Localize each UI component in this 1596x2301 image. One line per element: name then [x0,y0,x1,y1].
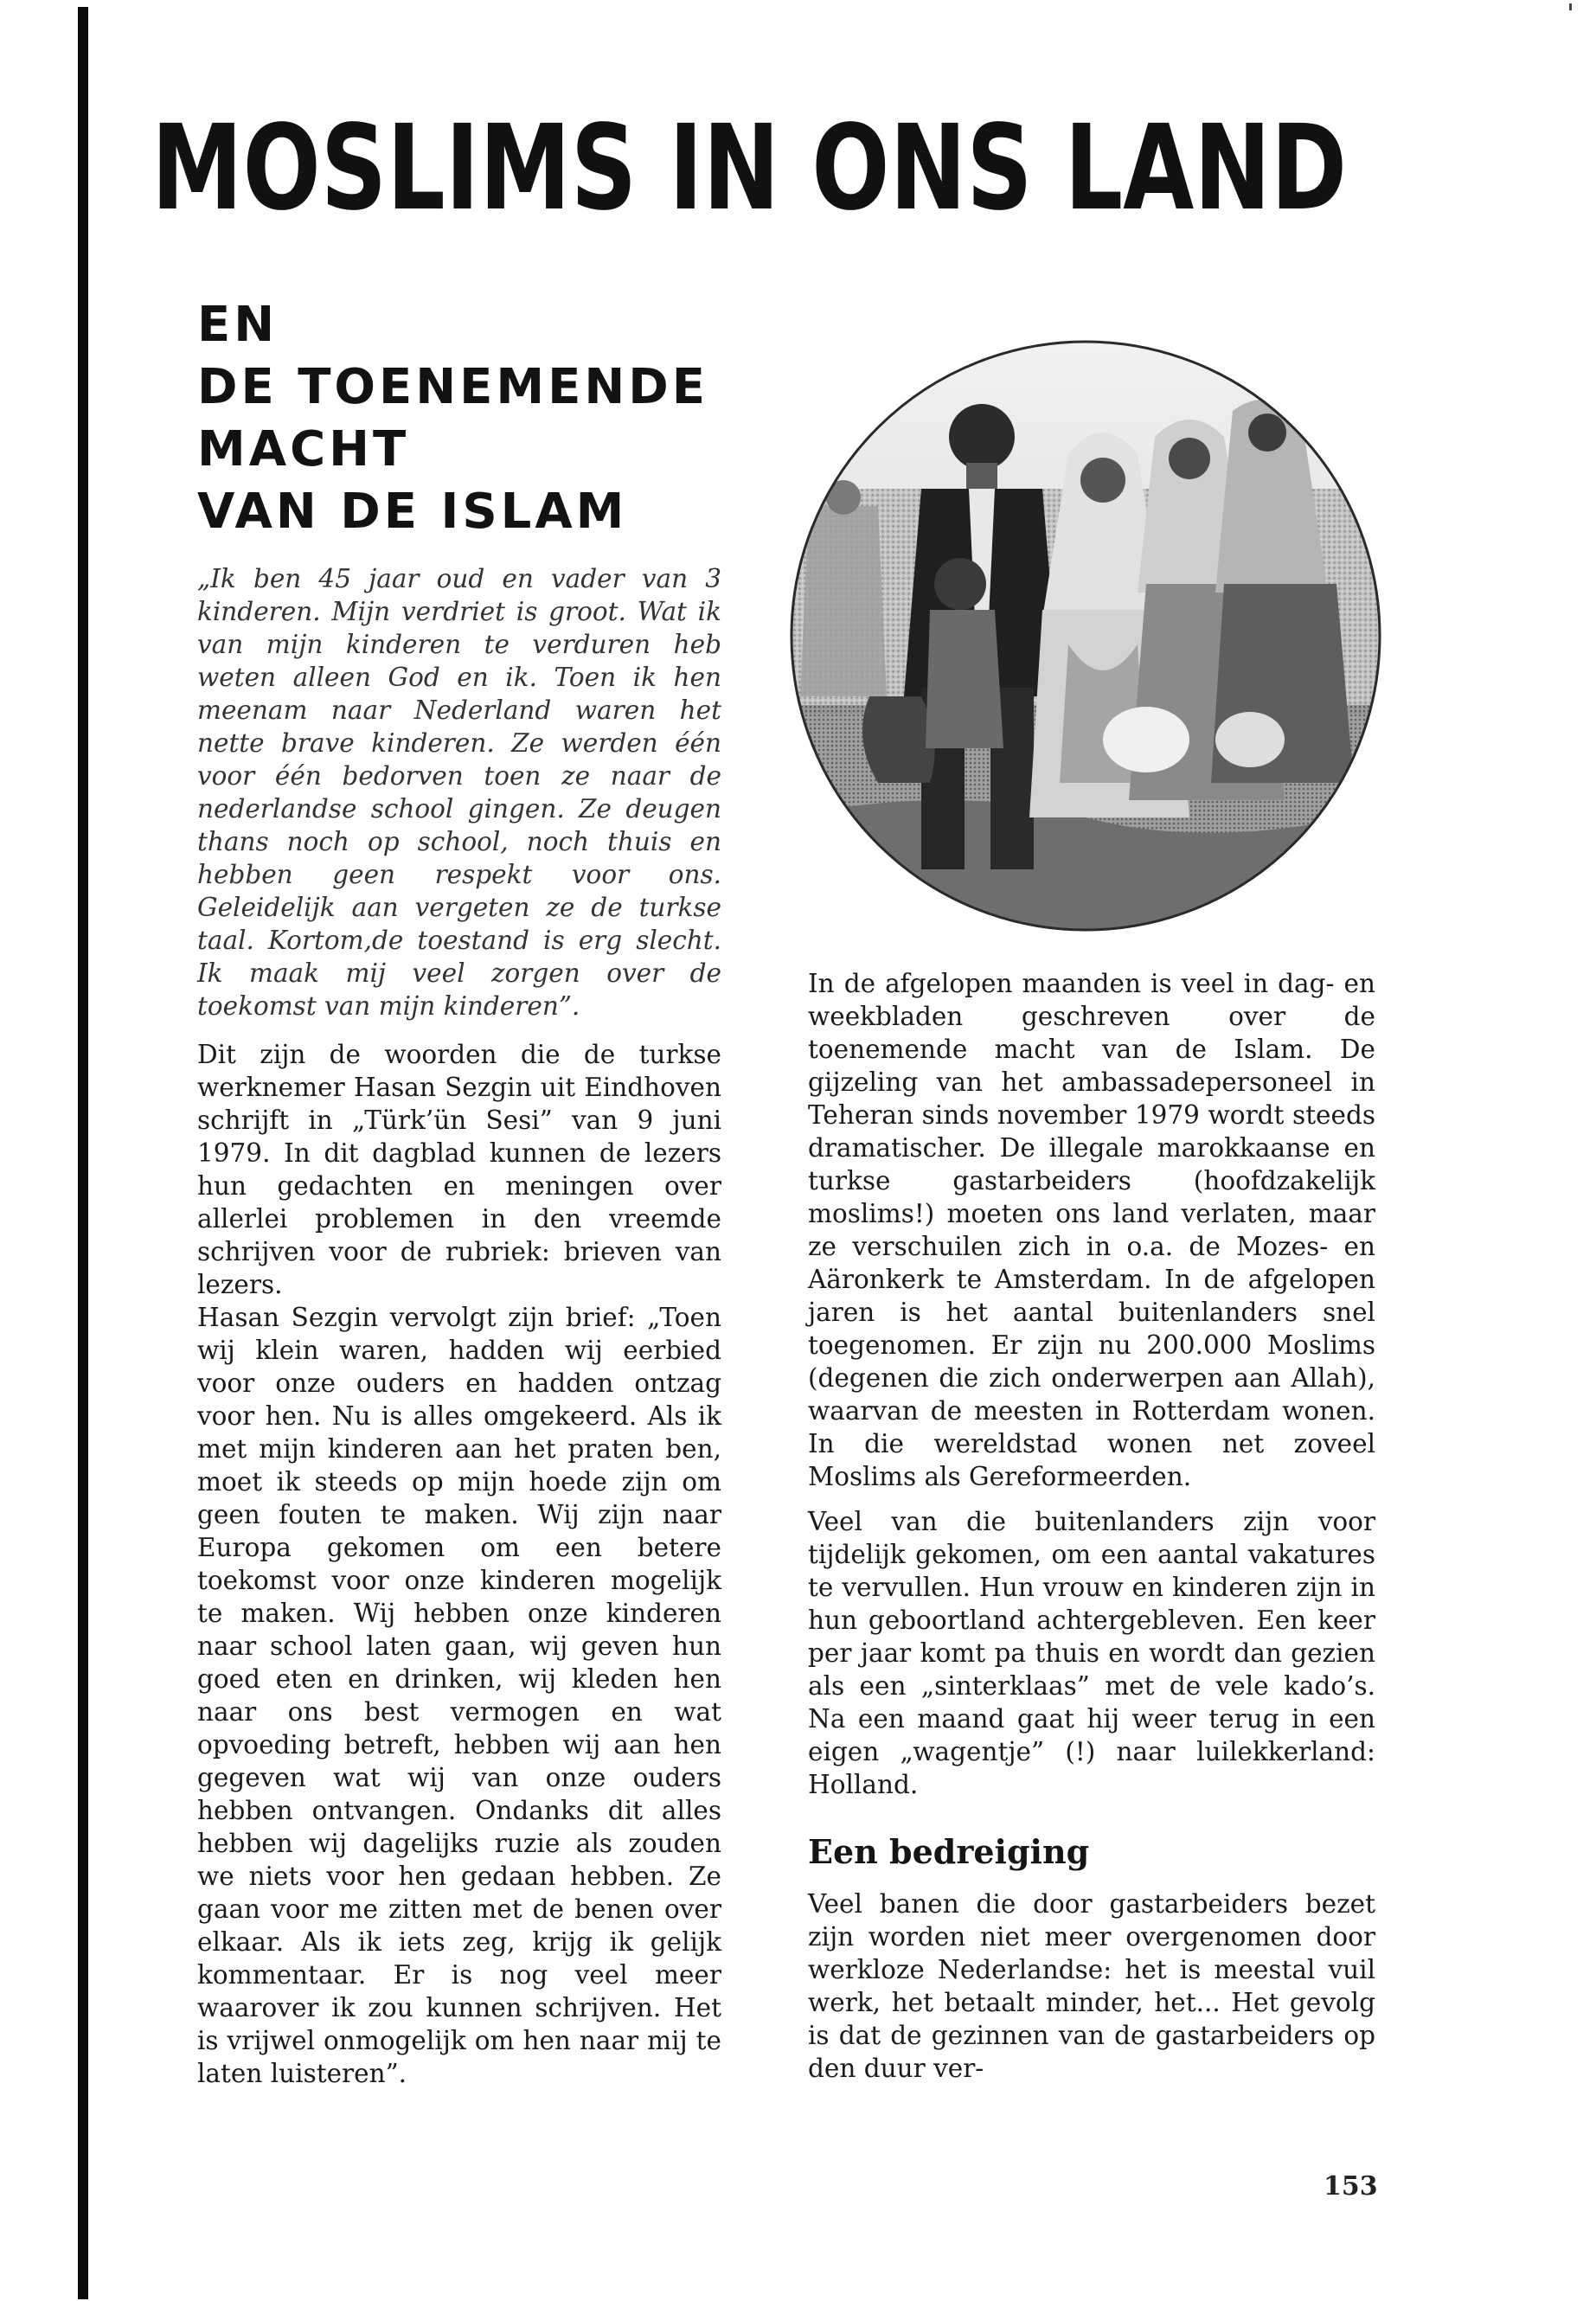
body-paragraph: Hasan Sezgin vervolgt zijn brief: „Toen wij klein waren, hadden wij eerbied voor onze ouders en hadden ontzag voor hen. Nu is alles omgekeerd. Als ik met mijn kinderen aan het praten ben, moet ik steeds op mijn hoede zijn om geen fouten te maken. Wij zijn naar Europa gekomen om een betere toekomst voor onze kinderen mogelijk te maken. Wij hebben onze kinderen naar school laten gaan, wij geven hun goed eten en drinken, wij kleden hen naar ons best vermogen en wat opvoeding betreft, hebben wij aan hen gegeven wat wij van onze ouders hebben ontvangen. Ondanks dit alles hebben wij dagelijks ruzie als zouden we niets voor hen gedaan hebben. Ze gaan voor me zitten met de benen over elkaar. Als ik iets zeg, krijg ik gelijk kommentaar. Er is nog veel meer waarover ik zou kunnen schrijven. Het is vrijwel onmogelijk om hen naar mij te laten luisteren”. [197,1303,721,2088]
section-heading: Een bedreiging [808,1832,1090,1871]
page-number: 153 [1324,2171,1378,2202]
right-column [808,967,1375,2085]
subtitle [197,294,708,543]
letter-quote: „Ik ben 45 jaar oud en vader van 3 kinderen. Mijn verdriet is groot. Wat ik van mijn kinderen te verduren heb weten alleen God en ik. Toen ik hen meenam naar Nederland waren het nette brave kinderen. Ze werden één voor één bedorven toen ze naar de nederlandse school gingen. Ze deugen thans noch op school, noch thuis en hebben geen respekt voor ons. Geleidelijk aan vergeten ze de turkse taal. Kortom,de toestand is erg slecht. Ik maak mij veel zorgen over de toekomst van mijn kinderen”. [197,564,721,1021]
body-paragraph: Veel van die buitenlanders zijn voor tijdelijk gekomen, om een aantal vakatures te vervullen. Hun vrouw en kinderen zijn in hun geboortland achtergebleven. Een keer per jaar komt pa thuis en wordt dan gezien als een „sinterklaas” met de vele kado’s. Na een maand gaat hij weer terug in een eigen „wagentje” (!) naar luilekkerland: Holland. [808,1507,1375,1799]
photo-illustration [783,333,1388,939]
scan-mark [1569,3,1572,10]
masthead-title: MOSLIMS IN ONS LAND [151,100,1348,237]
subtitle-line: DE TOENEMENDE [197,359,708,415]
subtitle-line: MACHT [197,421,410,478]
body-paragraph: Veel banen die door gastarbeiders bezet zijn worden niet meer overgenomen door werkloze Nederlandse: het is meestal vuil werk, het betaalt minder, het... Het gevolg is dat de gezinnen van de gastarbeiders op den duur ver- [808,1889,1375,2083]
left-margin-rule [78,7,88,2299]
body-paragraph: Dit zijn de woorden die de turkse werknemer Hasan Sezgin uit Eindhoven schrijft in „Türk’ün Sesi” van 9 juni 1979. In dit dagblad kunnen de lezers hun gedachten en meningen over allerlei problemen in den vreemde schrijven voor de rubriek: brieven van lezers. [197,1040,721,1299]
circular-photo [783,333,1388,939]
subtitle-line: VAN DE ISLAM [197,484,628,540]
left-column [197,562,721,2090]
subtitle-line: EN [197,297,279,353]
body-paragraph: In de afgelopen maanden is veel in dag- en weekbladen geschreven over de toenemende macht van de Islam. De gijzeling van het ambassadepersoneel in Teheran sinds november 1979 wordt steeds dramatischer. De illegale marokkaanse en turkse gastarbeiders (hoofdzakelijk moslims!) moeten ons land verlaten, maar ze verschuilen zich in o.a. de Mozes- en Aäronkerk te Amsterdam. In de afgelopen jaren is het aantal buitenlanders snel toegenomen. Er zijn nu 200.000 Moslims (degenen die zich onderwerpen aan Allah), waarvan de meesten in Rotterdam wonen. In die wereldstad wonen net zoveel Moslims als Gereformeerden. [808,969,1375,1491]
